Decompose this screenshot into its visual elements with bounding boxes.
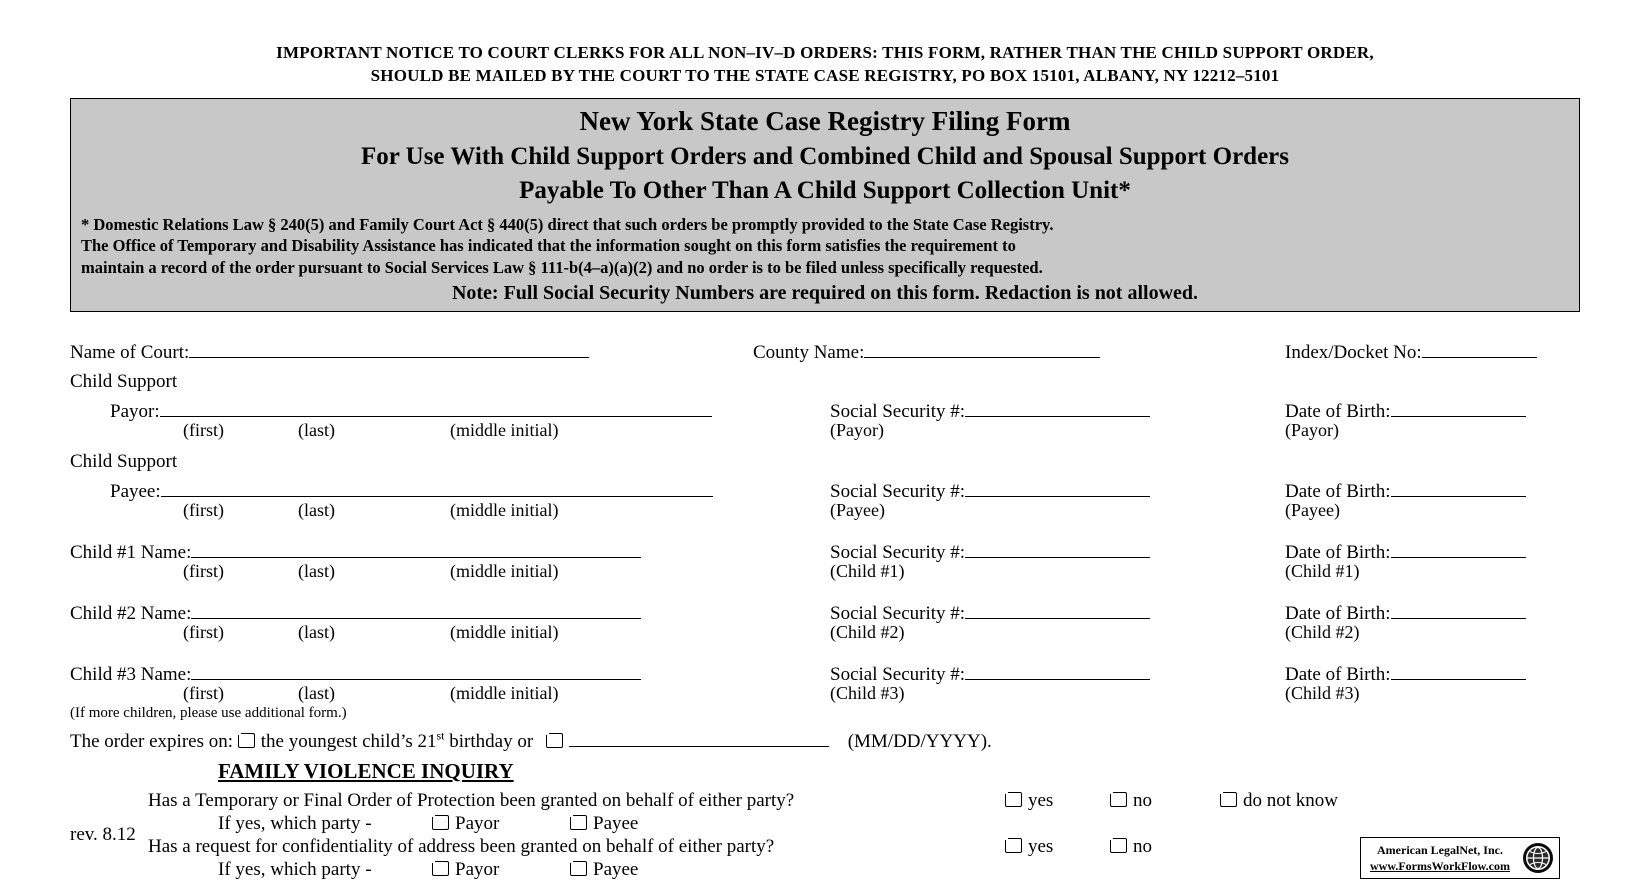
payor-dob-who: (Payor) [1285, 419, 1339, 440]
index-docket-label: Index/Docket No: [1285, 341, 1422, 363]
county-name-field[interactable] [753, 340, 1100, 362]
checkbox-q1-party-payor[interactable] [432, 815, 449, 830]
payee-name-part-first: (first) [183, 499, 224, 520]
payee-dob-who: (Payee) [1285, 499, 1340, 520]
payor-ssn-label: Social Security #: [830, 400, 966, 422]
notice-line-1: IMPORTANT NOTICE TO COURT CLERKS FOR ALL NON–IV–D ORDERS: THIS FORM, RATHER THAN THE CHILD SUPPORT ORDER, [276, 43, 1374, 62]
payee-name-field[interactable] [110, 479, 713, 501]
checkbox-q2-yes[interactable] [1005, 838, 1022, 853]
family-violence-inquiry-title: FAMILY VIOLENCE INQUIRY [218, 758, 514, 783]
redaction-note-period: . [1193, 281, 1199, 304]
fv-q2-followup-label: If yes, which party - [218, 858, 372, 880]
index-docket-input[interactable] [1422, 340, 1537, 358]
redaction-note-text: Note: Full Social Security Numbers are required on this form. Redaction is not allowed [451, 281, 1194, 304]
child1-dob-label: Date of Birth: [1285, 541, 1391, 563]
payor-name-part-first: (first) [183, 419, 224, 440]
payee-label-line-2: Payee: [110, 480, 161, 502]
child3-dob-field[interactable] [1285, 662, 1526, 684]
payor-ssn-input[interactable] [965, 399, 1150, 417]
index-docket-field[interactable] [1285, 340, 1537, 362]
fv-q2-party-payee-label: Payee [593, 858, 639, 880]
child3-name-part-middle: (middle initial) [450, 682, 559, 703]
checkbox-youngest-child-21[interactable] [238, 733, 255, 748]
order-expires-row [70, 729, 992, 751]
redaction-note [81, 282, 1569, 305]
name-of-court-field[interactable] [70, 340, 589, 362]
form-title: New York State Case Registry Filing Form [579, 105, 1071, 136]
logo-text-block [1361, 842, 1519, 874]
payee-ssn-who: (Payee) [830, 499, 885, 520]
payee-dob-field[interactable] [1285, 479, 1526, 501]
payor-dob-field[interactable] [1285, 399, 1526, 421]
order-expires-option-youngest-rest: birthday or [444, 730, 534, 752]
order-expires-option-youngest: the youngest child’s 21 [260, 730, 437, 752]
logo-url[interactable]: www.FormsWorkFlow.com [1370, 859, 1510, 873]
payor-dob-label: Date of Birth: [1285, 400, 1391, 422]
child3-name-input[interactable] [191, 662, 641, 680]
statute-note [81, 214, 1569, 279]
name-of-court-input[interactable] [189, 340, 589, 358]
child2-dob-input[interactable] [1391, 601, 1526, 619]
payee-ssn-label: Social Security #: [830, 480, 966, 502]
checkbox-specific-date[interactable] [546, 733, 563, 748]
order-expires-label: The order expires on: [70, 730, 234, 752]
fv-q1-no-option[interactable] [1110, 791, 1152, 810]
child1-dob-who: (Child #1) [1285, 560, 1360, 581]
child3-dob-who: (Child #3) [1285, 682, 1360, 703]
notice-line-2: SHOULD BE MAILED BY THE COURT TO THE STATE CASE REGISTRY, PO BOX 15101, ALBANY, NY 12212–5101 [370, 65, 1280, 85]
payor-name-part-last: (last) [298, 419, 335, 440]
child3-dob-input[interactable] [1391, 662, 1526, 680]
payee-name-part-middle: (middle initial) [450, 499, 559, 520]
order-expires-date-format: (MM/DD/YYYY). [847, 730, 992, 752]
fv-question-1: Has a Temporary or Final Order of Protection been granted on behalf of either party? [148, 789, 795, 811]
fv-q1-no-label: no [1133, 789, 1152, 811]
child2-name-label: Child #2 Name: [70, 602, 192, 624]
child3-name-part-last: (last) [298, 682, 335, 703]
payee-ssn-field[interactable] [830, 479, 1150, 501]
payor-label-line-1: Child Support [70, 370, 178, 392]
fv-q2-yes-option[interactable] [1005, 837, 1053, 856]
child3-ssn-who: (Child #3) [830, 682, 905, 703]
child1-name-input[interactable] [191, 540, 641, 558]
payee-dob-input[interactable] [1391, 479, 1526, 497]
child3-dob-label: Date of Birth: [1285, 663, 1391, 685]
order-expires-ordinal: st [436, 728, 445, 743]
child2-ssn-who: (Child #2) [830, 621, 905, 642]
child2-name-part-first: (first) [183, 621, 224, 642]
form-subtitle-line-2: Payable To Other Than A Child Support Collection Unit* [519, 176, 1131, 204]
child1-name-field[interactable] [70, 540, 641, 562]
fv-q1-donotknow-label: do not know [1243, 789, 1338, 811]
payor-name-field[interactable] [110, 399, 712, 421]
child2-ssn-input[interactable] [965, 601, 1150, 619]
fv-q2-party-payor-label: Payor [455, 858, 500, 880]
checkbox-q1-do-not-know[interactable] [1220, 792, 1237, 807]
court-clerk-notice [62, 42, 1588, 88]
checkbox-q1-party-payee[interactable] [570, 815, 587, 830]
statute-note-line-3: maintain a record of the order pursuant to Social Services Law § 111-b(4–a)(a)(2) and no order is to be filed unless specifically requested. [81, 258, 1043, 278]
revision-label: rev. 8.12 [70, 824, 136, 845]
checkbox-q1-yes[interactable] [1005, 792, 1022, 807]
child3-ssn-label: Social Security #: [830, 663, 966, 685]
child3-name-label: Child #3 Name: [70, 663, 192, 685]
checkbox-q2-no[interactable] [1110, 838, 1127, 853]
fv-question-2: Has a request for confidentiality of address been granted on behalf of either party? [148, 835, 775, 857]
fv-q2-yes-label: yes [1028, 835, 1054, 857]
payor-ssn-field[interactable] [830, 399, 1150, 421]
child2-name-field[interactable] [70, 601, 641, 623]
child1-name-part-last: (last) [298, 560, 335, 581]
fv-q2-party-payor-option[interactable] [432, 860, 499, 879]
child1-ssn-who: (Child #1) [830, 560, 905, 581]
child1-ssn-label: Social Security #: [830, 541, 966, 563]
child2-dob-who: (Child #2) [1285, 621, 1360, 642]
child3-name-field[interactable] [70, 662, 641, 684]
statute-note-line-2: The Office of Temporary and Disability Assistance has indicated that the information sought on this form satisfies the requirement to [81, 236, 1016, 256]
fv-q1-party-payor-option[interactable] [432, 814, 499, 833]
child1-name-part-middle: (middle initial) [450, 560, 559, 581]
child1-name-label: Child #1 Name: [70, 541, 192, 563]
fv-q2-no-option[interactable] [1110, 837, 1152, 856]
child3-ssn-input[interactable] [965, 662, 1150, 680]
payee-ssn-input[interactable] [965, 479, 1150, 497]
payee-dob-label: Date of Birth: [1285, 480, 1391, 502]
child2-name-part-middle: (middle initial) [450, 621, 559, 642]
american-legalnet-logo[interactable] [1360, 837, 1560, 879]
fv-q2-party-payee-option[interactable] [570, 860, 638, 879]
child2-ssn-label: Social Security #: [830, 602, 966, 624]
statute-note-line-1: * Domestic Relations Law § 240(5) and Family Court Act § 440(5) direct that such orders be promptly provided to the State Case Registry. [81, 214, 1054, 234]
payee-label-line-1: Child Support [70, 450, 178, 472]
globe-icon [1519, 839, 1557, 877]
order-expires-date-input[interactable] [569, 729, 829, 747]
fv-q2-no-label: no [1133, 835, 1152, 857]
fv-q1-followup-label: If yes, which party - [218, 812, 372, 834]
checkbox-q2-party-payee[interactable] [570, 861, 587, 876]
child2-dob-field[interactable] [1285, 601, 1526, 623]
child1-ssn-input[interactable] [965, 540, 1150, 558]
payor-dob-input[interactable] [1391, 399, 1526, 417]
child2-ssn-field[interactable] [830, 601, 1150, 623]
child2-name-part-last: (last) [298, 621, 335, 642]
fv-q1-donotknow-option[interactable] [1220, 791, 1338, 810]
document-page [0, 42, 1650, 892]
payor-ssn-who: (Payor) [830, 419, 884, 440]
child1-dob-input[interactable] [1391, 540, 1526, 558]
name-of-court-label: Name of Court: [70, 341, 190, 363]
payee-name-input[interactable] [161, 479, 713, 497]
payor-name-part-middle: (middle initial) [450, 419, 559, 440]
child2-dob-label: Date of Birth: [1285, 602, 1391, 624]
fv-q1-yes-option[interactable] [1005, 791, 1053, 810]
fv-q1-party-payor-label: Payor [455, 812, 500, 834]
county-name-label: County Name: [753, 341, 865, 363]
form-subtitle-line-1: For Use With Child Support Orders and Combined Child and Spousal Support Orders [360, 142, 1289, 170]
fv-q1-yes-label: yes [1028, 789, 1054, 811]
child1-name-part-first: (first) [183, 560, 224, 581]
fv-q1-party-payee-label: Payee [593, 812, 639, 834]
checkbox-q2-party-payor[interactable] [432, 861, 449, 876]
county-name-input[interactable] [864, 340, 1100, 358]
checkbox-q1-no[interactable] [1110, 792, 1127, 807]
child3-ssn-field[interactable] [830, 662, 1150, 684]
more-children-note: (If more children, please use additional form.) [70, 704, 347, 721]
payor-name-input[interactable] [160, 399, 712, 417]
child1-ssn-field[interactable] [830, 540, 1150, 562]
payee-name-part-last: (last) [298, 499, 335, 520]
payor-label-line-2: Payor: [110, 400, 160, 422]
form-header-box [70, 98, 1580, 312]
child3-name-part-first: (first) [183, 682, 224, 703]
child1-dob-field[interactable] [1285, 540, 1526, 562]
logo-company-name: American LegalNet, Inc. [1377, 842, 1503, 857]
fv-q1-party-payee-option[interactable] [570, 814, 638, 833]
child2-name-input[interactable] [191, 601, 641, 619]
